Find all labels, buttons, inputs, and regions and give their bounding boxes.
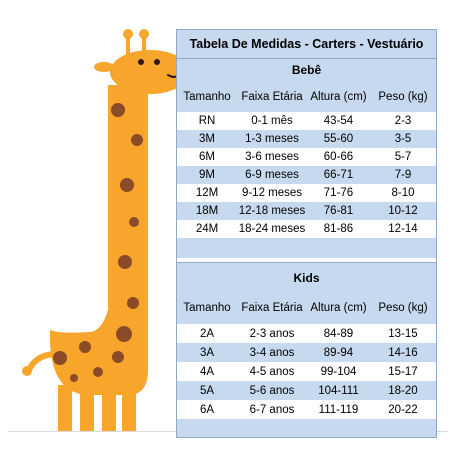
cell-altura: 76-81 <box>323 205 354 217</box>
table-row <box>177 220 436 238</box>
table-title: Tabela De Medidas - Carters - Vestuário <box>177 30 436 58</box>
cell-altura: 84-89 <box>323 327 354 340</box>
table-row <box>177 112 436 130</box>
blank-row <box>177 419 436 437</box>
table-row <box>177 202 436 220</box>
header-peso: Peso (kg) <box>378 302 428 314</box>
header-tamanho: Tamanho <box>183 302 231 314</box>
cell-peso: 14-16 <box>388 346 418 359</box>
cell-tamanho: 18M <box>195 205 219 217</box>
cell-faixa-etaria: 9-12 meses <box>241 187 303 199</box>
cell-peso: 7-9 <box>394 169 412 181</box>
cell-peso: 12-14 <box>388 223 418 235</box>
cell-tamanho: 4A <box>199 365 215 378</box>
header-tamanho: Tamanho <box>183 90 231 103</box>
cell-altura: 71-76 <box>323 187 354 199</box>
cell-peso: 8-10 <box>391 187 415 199</box>
cell-tamanho: 24M <box>195 223 219 235</box>
table-row <box>177 166 436 184</box>
cell-altura: 99-104 <box>320 365 357 378</box>
table-row <box>177 362 436 381</box>
bebe-section-row <box>177 58 436 81</box>
header-altura: Altura (cm) <box>310 302 367 314</box>
header-faixa-etaria: Faixa Etária <box>241 90 303 103</box>
cell-tamanho: 3A <box>199 346 215 359</box>
cell-faixa-etaria: 0-1 mês <box>251 115 293 127</box>
cell-tamanho: RN <box>198 115 216 127</box>
cell-altura: 104-111 <box>318 384 359 397</box>
table-row <box>177 381 436 400</box>
blank-row <box>177 238 436 258</box>
cell-tamanho: 9M <box>199 169 215 181</box>
cell-faixa-etaria: 2-3 anos <box>249 327 295 340</box>
cell-peso: 10-12 <box>388 205 418 217</box>
cell-altura: 60-66 <box>323 151 354 163</box>
cell-tamanho: 12M <box>195 187 219 199</box>
table-row <box>177 324 436 343</box>
table-row <box>177 343 436 362</box>
cell-altura: 89-94 <box>323 346 354 359</box>
cell-peso: 3-5 <box>394 133 412 145</box>
table-row <box>177 148 436 166</box>
cell-peso: 18-20 <box>388 384 418 397</box>
cell-altura: 81-86 <box>323 223 354 235</box>
cell-altura: 55-60 <box>323 133 354 145</box>
cell-tamanho: 6A <box>199 403 215 416</box>
cell-peso: 13-15 <box>388 327 418 340</box>
table-title-row <box>177 30 436 58</box>
bebe-header-row <box>177 81 436 112</box>
cell-altura: 43-54 <box>323 115 354 127</box>
size-table <box>176 29 437 438</box>
cell-faixa-etaria: 18-24 meses <box>238 223 306 235</box>
cell-altura: 66-71 <box>323 169 354 181</box>
cell-faixa-etaria: 6-9 meses <box>245 169 299 181</box>
kids-section-row <box>177 262 436 292</box>
giraffe-illustration <box>0 0 200 461</box>
cell-faixa-etaria: 3-6 meses <box>245 151 299 163</box>
kids-header-row <box>177 292 436 324</box>
cell-peso: 20-22 <box>388 403 418 416</box>
table-row <box>177 184 436 202</box>
header-faixa-etaria: Faixa Etária <box>241 302 303 314</box>
cell-faixa-etaria: 3-4 anos <box>249 346 295 359</box>
cell-peso: 2-3 <box>394 115 412 127</box>
cell-tamanho: 5A <box>199 384 215 397</box>
cell-tamanho: 3M <box>199 133 215 145</box>
cell-faixa-etaria: 5-6 anos <box>249 384 295 397</box>
cell-faixa-etaria: 12-18 meses <box>238 205 306 217</box>
cell-faixa-etaria: 1-3 meses <box>245 133 299 145</box>
cell-peso: 15-17 <box>388 365 418 378</box>
cell-tamanho: 2A <box>199 327 215 340</box>
cell-faixa-etaria: 4-5 anos <box>249 365 295 378</box>
cell-tamanho: 6M <box>199 151 215 163</box>
cell-altura: 111-119 <box>318 403 359 416</box>
bebe-section-title: Bebê <box>177 58 436 81</box>
header-peso: Peso (kg) <box>378 90 428 103</box>
cell-peso: 5-7 <box>394 151 412 163</box>
header-altura: Altura (cm) <box>310 90 367 103</box>
table-row <box>177 130 436 148</box>
kids-section-title: Kids <box>177 262 436 292</box>
cell-faixa-etaria: 6-7 anos <box>249 403 295 416</box>
table-row <box>177 400 436 419</box>
